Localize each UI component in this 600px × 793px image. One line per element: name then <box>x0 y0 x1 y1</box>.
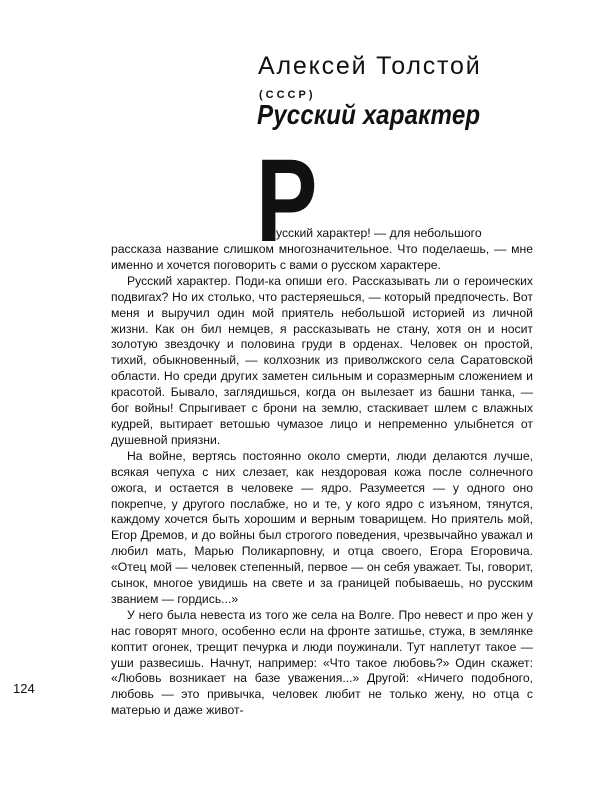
paragraph-2: Русский характер. Поди-ка опиши его. Рассказывать ли о героических подвигах? Но их столько, что растеряешься, — который предпочесть. Вот меня и выручил один мой приятель небольшой историей из личной жизни. Как он бил немцев, я рассказывать не стану, хотя он и носит золотую звездочку и половина груди в орденах. Человек он простой, тихий, обыкновенный, — колхозник из приволжского села Саратовской области. Но среди других заметен сильным и соразмерным сложением и красотой. Бывало, заглядишься, когда он вылезает из башни танка, — бог войны! Спрыгивает с брони на землю, стаскивает шлем с влажных кудрей, вытирает ветошью чумазое лицо и непременно улыбнется от душевной приязни. <box>111 273 533 447</box>
author-name: Алексей Толстой <box>258 52 482 80</box>
body-text <box>111 242 533 719</box>
story-title: Русский характер <box>257 99 481 130</box>
drop-cap-letter: Р <box>256 135 318 267</box>
country-label: (СССР) <box>259 89 316 101</box>
paragraph-3: На войне, вертясь постоянно около смерти, люди делаются лучше, всякая чепуха с них слезает, как нездоровая кожа после солнечного ожога, и остается в человеке — ядро. Разумеется — у одного оно покрепче, у другого послабже, но и те, у кого ядро с изъяном, тянутся, каждому хочется быть хорошим и верным товарищем. Но приятель мой, Егор Дремов, и до войны был строгого поведения, чрезвычайно уважал и любил мать, Марью Поликарповну, и отца своего, Егора Егоровича. «Отец мой — человек степенный, первое — он себя уважает. Ты, говорит, сынок, многое увидишь на свете и за границей побываешь, но русским званием — гордись...» <box>111 448 533 606</box>
paragraph-1: рассказа название слишком многозначительное. Что поделаешь, — мне именно и хочется поговорить с вами о русском характере. <box>111 242 533 272</box>
paragraph-4: У него была невеста из того же села на Волге. Про невест и про жен у нас говорят много, особенно если на фронте затишье, стужа, в землянке коптит огонек, трещит печурка и люди поужинали. Тут наплетут такое — уши развесишь. Начнут, например: «Что такое любовь?» Один скажет: «Любовь возникает на базе уважения...» Другой: «Ничего подобного, любовь — это привычка, человек любит не только жену, но отца с матерью и даже живот- <box>111 607 533 718</box>
intro-first-line: усский характер! — для небольшого <box>276 226 482 240</box>
page-number: 124 <box>13 681 35 696</box>
